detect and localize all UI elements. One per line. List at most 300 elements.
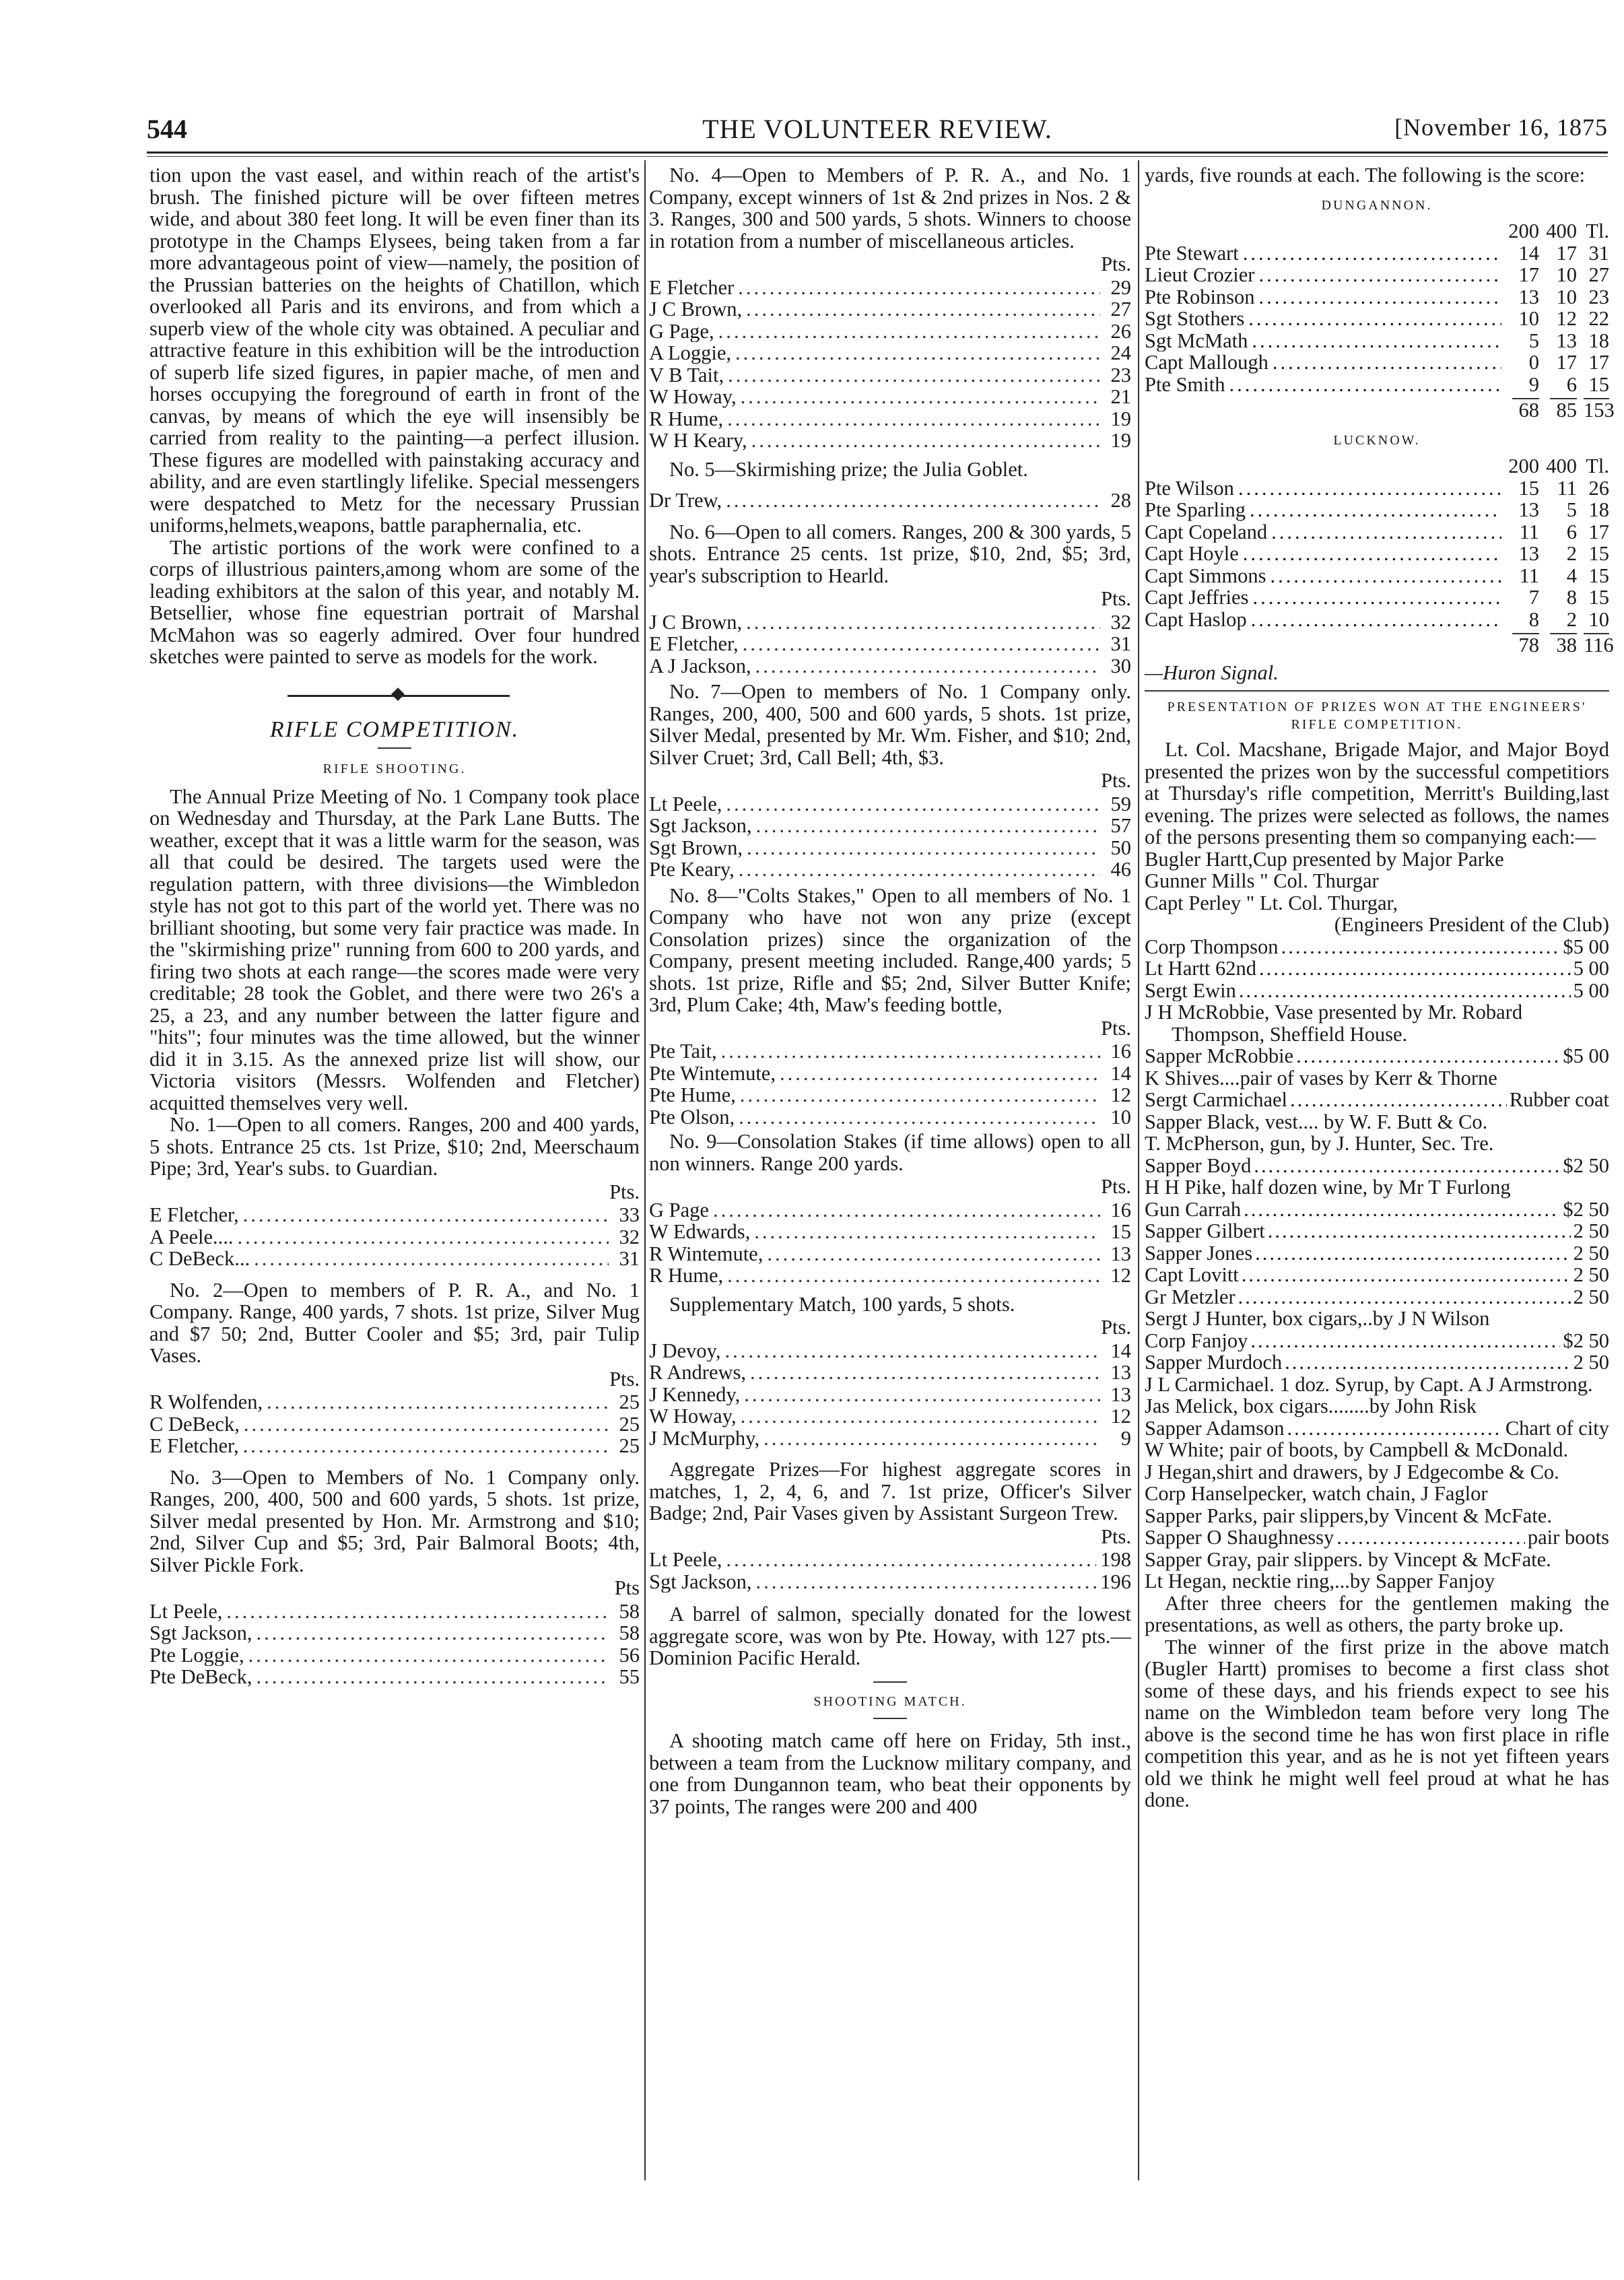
leader-dots (735, 342, 1100, 364)
total-cell: 153 (1584, 399, 1615, 422)
total-cell: 85 (1550, 398, 1577, 422)
prize-row (1145, 1417, 1609, 1440)
score-row (649, 321, 1131, 343)
score-value: 16 (1110, 1199, 1131, 1221)
leader-dots (1258, 264, 1501, 286)
team-heading: DUNGANNON. (1321, 197, 1433, 213)
score-cell: 17 (1588, 520, 1609, 543)
score-table (1145, 242, 1609, 396)
score-list (649, 490, 1131, 512)
score-row (1145, 374, 1609, 396)
score-row (1145, 499, 1609, 521)
leader-dots (1238, 477, 1501, 500)
score-cell: 15 (1518, 476, 1539, 500)
column-header: 200 (1508, 220, 1539, 242)
score-row (1145, 543, 1609, 565)
match-description: No. 9—Consolation Stakes (if time allows) open to all non winners. Range 200 yards. (649, 1130, 1131, 1175)
score-table-total (1145, 398, 1615, 422)
score-value: 9 (1120, 1427, 1131, 1449)
leader-dots (1290, 1089, 1507, 1111)
score-cell: 6 (1566, 372, 1577, 396)
score-row (1145, 586, 1609, 609)
leader-dots (780, 1063, 1100, 1085)
score-value: 50 (1110, 836, 1131, 859)
score-row (149, 1622, 640, 1644)
score-row (649, 1084, 1131, 1106)
score-value: 25 (619, 1413, 640, 1435)
points-label: Pts. (609, 1367, 640, 1390)
score-value: 25 (619, 1391, 640, 1413)
competitor-name: J Kennedy, (649, 1383, 741, 1405)
prize-value: 2 50 (1573, 1264, 1609, 1286)
column-divider (644, 160, 646, 2180)
score-row (1145, 308, 1609, 330)
competitor-cell (1145, 242, 1501, 265)
competitor-name: C DeBeck... (149, 1248, 250, 1270)
prize-entry: Sapper Gray, pair slippers. by Vincept & McFate. (1145, 1547, 1551, 1571)
leader-dots (726, 793, 1100, 815)
score-cell: 13 (1518, 542, 1539, 565)
competitor-name: Pte Olson, (649, 1106, 735, 1128)
score-cell: 15 (1588, 564, 1609, 587)
header-rule-thin (147, 156, 1608, 157)
competitor-name: W Howay, (649, 1405, 737, 1428)
score-value: 31 (1110, 633, 1131, 655)
column-header: Tl. (1586, 455, 1609, 477)
prize-value: 5 00 (1573, 979, 1609, 1001)
leader-dots (1243, 543, 1501, 565)
leader-dots (1287, 1417, 1503, 1440)
page-header (147, 113, 1608, 151)
score-value: 31 (619, 1248, 640, 1270)
column-2 (649, 164, 1131, 1817)
competitor-name: J C Brown, (649, 298, 743, 321)
prize-entry: Bugler Hartt,Cup presented by Major Parke (1145, 847, 1504, 871)
score-row (1145, 351, 1609, 374)
competitor-name: Capt Copeland (1145, 521, 1268, 543)
leader-dots (1252, 586, 1501, 609)
leader-dots (744, 1384, 1100, 1406)
article-paragraph: The winner of the first prize in the above match (Bugler Hartt) promises to become a first class shot some of these days, and his friends expect to see his name on the Wimbledon team before very long The above is the second time he has won first place in rifle competition this year, and as he is not yet fifteen years old we think he might well feel proud at what he has done. (1145, 1635, 1609, 1811)
prize-value: 5 00 (1573, 958, 1609, 980)
prize-entry: J H McRobbie, Vase presented by Mr. Robard Thompson, Sheffield House. (1145, 1001, 1523, 1046)
score-value: 29 (1110, 276, 1131, 298)
leader-dots (1252, 330, 1501, 352)
score-cell: 11 (1557, 476, 1577, 500)
leader-dots (756, 1571, 1097, 1593)
competitor-name: E Fletcher, (149, 1204, 239, 1226)
article-paragraph: yards, five rounds at each. The following is the score: (1145, 164, 1586, 187)
score-list (149, 1204, 640, 1270)
score-value: 12 (1110, 1265, 1131, 1287)
leader-dots (1271, 521, 1501, 543)
score-cell: 15 (1588, 542, 1609, 565)
score-row (1145, 565, 1609, 587)
score-cell: 15 (1588, 586, 1609, 609)
leader-dots (746, 298, 1100, 321)
score-row (649, 1362, 1131, 1384)
score-row (1145, 242, 1609, 265)
prize-row (1145, 936, 1609, 958)
competitor-cell (1145, 374, 1501, 396)
prize-value: Chart of city (1505, 1417, 1609, 1439)
competitor-name: G Page, (649, 320, 714, 342)
column-header: 400 (1546, 220, 1577, 242)
competitor-name: C DeBeck, (149, 1413, 240, 1435)
points-label: Pts. (1101, 587, 1131, 610)
score-list (649, 1199, 1131, 1287)
prize-winner: Sapper Murdoch (1145, 1351, 1283, 1374)
score-row (649, 815, 1131, 837)
column-header: Tl. (1586, 220, 1609, 242)
competitor-name: A J Jackson, (649, 655, 751, 677)
score-row (1145, 521, 1609, 543)
score-row (149, 1391, 640, 1413)
prize-row (1145, 1351, 1609, 1374)
competitor-name: Sgt Stothers (1145, 308, 1245, 330)
match-description: No. 7—Open to members of No. 1 Company only. Ranges, 200, 400, 500 and 600 yards, 5 shots. 1st prize, Silver Medal, presented by Mr. Wm. Fisher, and $10; 2nd, Silver Cruet; 3rd, Call Bell; 4th, $3. (649, 680, 1131, 769)
score-row (649, 655, 1131, 677)
leader-dots (740, 1084, 1100, 1106)
competitor-name: Capt Haslop (1145, 608, 1247, 630)
score-cell: 31 (1588, 241, 1609, 265)
score-cell: 18 (1588, 329, 1609, 352)
leader-dots (751, 430, 1100, 452)
leader-dots (1250, 499, 1501, 521)
score-value: 26 (1110, 320, 1131, 342)
prize-value: $2 50 (1563, 1154, 1609, 1176)
score-cell: 10 (1588, 607, 1609, 631)
points-label: Pts. (1101, 1524, 1131, 1548)
prize-row (1145, 1264, 1609, 1286)
leader-dots (1268, 1220, 1571, 1242)
score-cell: 4 (1566, 564, 1577, 587)
competitor-name: Pte Wilson (1145, 477, 1234, 499)
leader-dots (741, 386, 1100, 408)
column-3 (1145, 164, 1615, 1811)
score-cell: 10 (1556, 285, 1577, 308)
score-value: 58 (619, 1622, 640, 1644)
score-list (149, 1391, 640, 1457)
prize-winner: Gun Carrah (1145, 1198, 1242, 1220)
score-value: 13 (1110, 1242, 1131, 1265)
prize-entry: Capt Perley " Lt. Col. Thurgar, (1145, 891, 1398, 914)
leader-dots (738, 277, 1100, 299)
match-description: No. 1—Open to all comers. Ranges, 200 and 400 yards, 5 shots. Entrance 25 cts. 1st Prize, $10; 2nd, Meerschaum Pipe; 3rd, Year's subs. to Guardian. (149, 1113, 640, 1180)
prize-row (1145, 1242, 1609, 1265)
prize-winner: Gr Metzler (1145, 1285, 1236, 1308)
competitor-name: A Peele.... (149, 1226, 234, 1248)
leader-dots (254, 1248, 609, 1270)
leader-dots (747, 837, 1100, 859)
leader-dots (764, 1428, 1100, 1450)
leader-dots (741, 1405, 1100, 1428)
total-cell: 78 (1512, 633, 1539, 657)
score-cell: 0 (1528, 351, 1539, 374)
score-value: 14 (1110, 1062, 1131, 1084)
score-row (1145, 264, 1609, 286)
score-cell: 17 (1518, 263, 1539, 286)
competitor-name: Pte Loggie, (149, 1644, 244, 1666)
points-label: Pts. (1101, 1316, 1131, 1339)
score-table-total (1145, 633, 1614, 657)
leader-dots (1285, 1351, 1570, 1374)
leader-dots (739, 859, 1100, 881)
competitor-name: Pte DeBeck, (149, 1666, 252, 1688)
leader-dots (1255, 1242, 1571, 1265)
prize-row (1145, 1330, 1609, 1352)
leader-dots (256, 1666, 609, 1688)
leader-dots (1337, 1527, 1525, 1549)
prize-entry: Lt Hegan, necktie ring,...by Sapper Fanjoy (1145, 1570, 1495, 1592)
competitor-name: Pte Hume, (649, 1084, 736, 1106)
score-cell: 11 (1519, 520, 1539, 543)
competitor-name: Sgt McMath (1145, 329, 1248, 351)
article-paragraph: After three cheers for the gentlemen making the presentations, as well as others, the party broke up. (1145, 1591, 1609, 1636)
competitor-name: Capt Hoyle (1145, 543, 1239, 565)
leader-dots (1250, 1330, 1560, 1352)
score-cell: 11 (1519, 564, 1539, 587)
leader-dots (767, 1243, 1100, 1265)
prize-entry: J Hegan,shirt and drawers, by J Edgecombe & Co. (1145, 1460, 1559, 1483)
score-row (649, 1040, 1131, 1063)
section-rule (1145, 690, 1609, 692)
score-value: 24 (1110, 342, 1131, 364)
competitor-cell (1145, 521, 1501, 543)
score-value: 198 (1100, 1549, 1131, 1571)
score-value: 16 (1110, 1040, 1131, 1063)
competitor-name: J C Brown, (649, 611, 743, 633)
prize-winner: Sapper Gilbert (1145, 1220, 1265, 1242)
prize-entry: Sapper Parks, pair slippers,by Vincent & McFate. (1145, 1504, 1552, 1527)
competitor-name: Sgt Jackson, (649, 815, 752, 837)
score-row (649, 1384, 1131, 1406)
leader-dots (726, 1549, 1096, 1571)
total-cell: 116 (1584, 634, 1614, 657)
total-cell: 68 (1512, 398, 1539, 422)
score-value: 13 (1110, 1362, 1131, 1384)
score-row (649, 364, 1131, 387)
prize-value: $2 50 (1563, 1198, 1609, 1220)
score-value: 15 (1110, 1221, 1131, 1243)
score-value: 12 (1110, 1405, 1131, 1428)
prize-entry: T. McPherson, gun, by J. Hunter, Sec. Tre. (1145, 1132, 1494, 1155)
score-row (649, 1265, 1131, 1287)
competitor-name: G Page (649, 1199, 709, 1221)
score-row (149, 1226, 640, 1248)
section-heading: RIFLE COMPETITION. (269, 716, 520, 742)
score-value: 33 (619, 1204, 640, 1226)
score-cell: 27 (1588, 263, 1609, 286)
leader-dots (257, 1622, 609, 1644)
article-paragraph: tion upon the vast easel, and within reach of the artist's brush. The finished picture will be over fifteen metres wide, and about 380 feet long. It will be even finer than its prototype in the Champs Elysees, being taken from a far more advantageous point of view—namely, the position of the Prussian batteries on the heights of Chatillon, which overlooked all Paris and its environs, and from which a superb view of the whole city was obtained. A peculiar and attractive feature in this exhibition will be the introduction of superb life sized figures, in papier mache, of men and horses occupying the foreground of earth in front of the canvas, by means of which the eye will insensibly be carried from reality to the painting—a perfect illusion. These figures are modelled with painstaking accuracy and ability, and are even startlingly lifelike. Special messengers were despatched to Metz for the necessary Prussian uniforms,helmets,weapons, battle paraphernalia, etc. (149, 164, 640, 537)
match-description: No. 5—Skirmishing prize; the Julia Goblet. (669, 457, 1028, 481)
score-cell: 15 (1588, 372, 1609, 396)
score-value: 21 (1110, 386, 1131, 408)
leader-dots (724, 1340, 1100, 1362)
leader-dots (1296, 1045, 1560, 1067)
score-cell: 5 (1528, 329, 1539, 352)
score-row (649, 633, 1131, 655)
score-table-header (1145, 455, 1609, 477)
prize-row (1145, 980, 1609, 1002)
column-header: 200 (1508, 455, 1539, 477)
article-paragraph: The artistic portions of the work were confined to a corps of illustrious painters,among whom are some of the leading exhibitors at the salon of this year, and notably M. Betsellier, whose fine equestrian portrait of Marshal McMahon was so eagerly admired. Over four hundred sketches were painted to serve as models for the work. (149, 535, 640, 668)
prize-entry: H H Pike, half dozen wine, by Mr T Furlong (1145, 1176, 1511, 1199)
score-list (149, 1601, 640, 1688)
prize-winner: Sergt Ewin (1145, 979, 1236, 1001)
score-cell: 6 (1566, 520, 1577, 543)
score-row (149, 1413, 640, 1436)
prize-row (1145, 1155, 1609, 1177)
leader-dots (1281, 936, 1561, 958)
score-row (649, 1243, 1131, 1265)
prize-entry: J L Carmichael. 1 doz. Syrup, by Capt. A J Armstrong. (1145, 1372, 1593, 1396)
score-cell: 26 (1588, 476, 1609, 500)
score-row (649, 298, 1131, 321)
leader-dots (226, 1601, 609, 1623)
score-row (149, 1435, 640, 1457)
score-list (649, 1549, 1131, 1592)
prize-winner: Sapper McRobbie (1145, 1045, 1294, 1067)
score-value: 56 (619, 1644, 640, 1666)
prize-value: 2 50 (1573, 1285, 1609, 1308)
competitor-name: E Fletcher (649, 276, 735, 298)
leader-dots (721, 1040, 1100, 1063)
score-list (649, 1340, 1131, 1450)
prize-entry: (Engineers President of the Club) (1334, 913, 1609, 936)
competitor-cell (1145, 286, 1501, 308)
leader-dots (248, 1644, 609, 1667)
competitor-cell (1145, 565, 1501, 587)
leader-dots (1244, 1199, 1560, 1221)
leader-dots (750, 1362, 1100, 1384)
competitor-name: Pte Smith (1145, 373, 1225, 395)
points-label: Pts. (1101, 1016, 1131, 1040)
competitor-name: Dr Trew, (649, 490, 722, 512)
score-value: 46 (1110, 859, 1131, 881)
prize-entry: Gunner Mills " Col. Thurgar (1145, 869, 1379, 892)
leader-dots (244, 1413, 609, 1436)
score-row (649, 1428, 1131, 1450)
page-number: 544 (147, 114, 187, 144)
leader-dots (1242, 1264, 1571, 1286)
leader-dots (243, 1204, 609, 1226)
prize-winner: Sapper Jones (1145, 1242, 1253, 1264)
header-rule (147, 152, 1608, 154)
leader-dots (1270, 565, 1501, 587)
leader-dots (726, 490, 1100, 512)
total-cell: 38 (1550, 633, 1577, 657)
competitor-cell (1145, 609, 1501, 631)
competitor-name: Lt Peele, (649, 1549, 722, 1571)
competitor-name: E Fletcher, (649, 633, 739, 655)
leader-dots (718, 321, 1100, 343)
match-description: No. 4—Open to Members of P. R. A., and No. 1 Company, except winners of 1st & 2nd prizes in Nos. 2 & 3. Ranges, 300 and 500 yards, 5 shots. Winners to choose in rotation from a number of miscellaneous articles. (649, 164, 1131, 253)
score-value: 30 (1110, 655, 1131, 677)
leader-dots (727, 1265, 1100, 1287)
leader-dots (1243, 242, 1501, 265)
leader-dots (755, 655, 1100, 677)
leader-dots (243, 1435, 609, 1457)
match-description: No. 6—Open to all comers. Ranges, 200 & 300 yards, 5 shots. Entrance 25 cents. 1st prize, $10, 2nd, $5; 3rd, year's subscription to Hearld. (649, 520, 1131, 587)
score-value: 23 (1110, 364, 1131, 386)
competitor-name: E Fletcher, (149, 1435, 239, 1457)
score-row (649, 408, 1131, 430)
score-row (149, 1644, 640, 1667)
score-cell: 7 (1528, 586, 1539, 609)
leader-dots (1248, 308, 1501, 330)
score-value: 55 (619, 1666, 640, 1688)
competitor-name: Capt Jeffries (1145, 586, 1249, 609)
match-description: Aggregate Prizes—For highest aggregate scores in matches, 1, 2, 4, 6, and 7. 1st prize, Officer's Silver Badge; 2nd, Pair Vases given by Assistant Surgeon Trew. (649, 1458, 1131, 1524)
competitor-name: W H Keary, (649, 430, 747, 452)
points-label: Pts. (1101, 253, 1131, 275)
competitor-name: Pte Tait, (649, 1040, 717, 1063)
score-cell: 14 (1518, 241, 1539, 265)
competitor-name: R Hume, (649, 1265, 724, 1287)
prize-entry: K Shives....pair of vases by Kerr & Thorne (1145, 1066, 1497, 1089)
competitor-cell (1145, 543, 1501, 565)
heading-rule (378, 747, 411, 749)
competitor-name: Sgt Brown, (649, 836, 743, 859)
competitor-cell (1145, 477, 1501, 500)
score-row (649, 1063, 1131, 1085)
prize-value: $5 00 (1563, 1045, 1609, 1067)
score-row (649, 1549, 1131, 1571)
score-row (649, 1405, 1131, 1428)
competitor-name: J Devoy, (649, 1339, 721, 1362)
masthead-title: THE VOLUNTEER REVIEW. (702, 114, 1052, 144)
competitor-name: Pte Keary, (649, 859, 735, 881)
match-description: No. 8—"Colts Stakes," Open to all members of No. 1 Company who have not won any prize (except Consolation prizes) since the organization of the Company, present meeting included. Range,400 yards; 5 shots. 1st prize, Rifle and $5; 2nd, Silver Butter Knife; 3rd, Plum Cake; 4th, Maw's feeding bottle, (649, 883, 1131, 1016)
score-row (649, 386, 1131, 408)
leader-dots (746, 611, 1100, 634)
prize-winner: Sapper Adamson (1145, 1417, 1285, 1439)
competitor-name: Capt Mallough (1145, 351, 1268, 374)
prize-winner: Capt Lovitt (1145, 1264, 1239, 1286)
competitor-name: R Andrews, (649, 1362, 747, 1384)
prize-value: 2 50 (1573, 1351, 1609, 1374)
competitor-name: Pte Robinson (1145, 286, 1255, 308)
points-label: Pts. (1101, 1175, 1131, 1198)
prize-winner: Lt Hartt 62nd (1145, 958, 1257, 980)
score-value: 25 (619, 1435, 640, 1457)
prize-row (1145, 958, 1609, 980)
score-cell: 5 (1566, 498, 1577, 521)
score-row (649, 430, 1131, 452)
competitor-name: J McMurphy, (649, 1427, 760, 1449)
score-value: 19 (1110, 430, 1131, 452)
competitor-name: W Edwards, (649, 1221, 751, 1243)
competitor-name: V B Tait, (649, 364, 724, 386)
prize-row (1145, 1199, 1609, 1221)
prize-value: 2 50 (1573, 1220, 1609, 1242)
prize-value: 2 50 (1573, 1242, 1609, 1264)
score-cell: 2 (1566, 542, 1577, 565)
score-cell: 17 (1588, 351, 1609, 374)
score-value: 59 (1110, 793, 1131, 815)
section-subheading: PRESENTATION OF PRIZES WON AT THE ENGINEERS' RIFLE COMPETITION. (1167, 700, 1587, 732)
article-paragraph: A barrel of salmon, specially donated for the lowest aggregate score, was won by Pte. Howay, with 127 pts.—Dominion Pacific Herald. (649, 1603, 1131, 1669)
leader-dots (756, 815, 1101, 837)
issue-date: [November 16, 1875 (1394, 114, 1608, 141)
score-table (1145, 477, 1609, 631)
team-heading: LUCKNOW. (1333, 432, 1421, 448)
section-subheading: RIFLE SHOOTING. (323, 762, 467, 776)
prize-row (1145, 1089, 1609, 1111)
competitor-name: Pte Wintemute, (649, 1062, 776, 1084)
